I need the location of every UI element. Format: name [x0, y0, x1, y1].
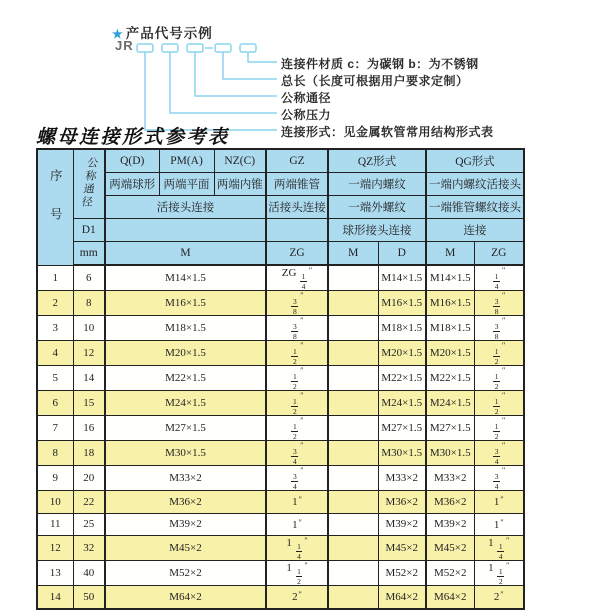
m-cell: M24×1.5: [105, 391, 266, 416]
table-row: [37, 265, 524, 291]
qz-d-cell: M18×1.5: [378, 316, 426, 341]
header-row-1: [37, 149, 524, 173]
gz-cell: [266, 341, 328, 366]
seq-cell: 12: [37, 536, 73, 561]
inch-mark: ″: [298, 517, 302, 527]
diagram-title-text: 产品代号示例: [125, 26, 213, 41]
fraction: $\frac{1}{4}$: [498, 542, 503, 561]
fraction: $\frac{3}{8}$: [494, 322, 499, 341]
fraction: $\frac{1}{2}$: [494, 422, 499, 441]
m-cell: M52×2: [105, 561, 266, 586]
fraction: $\frac{3}{4}$: [494, 447, 499, 466]
inch-mark: ″: [304, 561, 308, 570]
code-box-4: [215, 44, 231, 52]
gz-cell: 1″: [266, 491, 328, 514]
code-label-connection: 连接形式：见金属软管常用结构形式表: [281, 125, 494, 139]
fraction: $\frac{1}{4}$: [494, 272, 499, 291]
header-pm-desc: 两端平面: [159, 173, 214, 196]
qz-d-cell: M24×1.5: [378, 391, 426, 416]
table-row: [37, 391, 524, 416]
qz-m-cell: [328, 561, 378, 586]
qg-zg-cell: [474, 466, 524, 491]
fraction: $\frac{1}{2}$: [494, 372, 499, 391]
fraction: $\frac{1}{2}$: [292, 422, 297, 441]
qg-m-cell: M64×2: [426, 586, 474, 609]
qz-m-cell: [328, 265, 378, 291]
qg-zg-cell: 1 $\frac{1}{2}$ ″: [474, 561, 524, 586]
lead-line-length: [223, 52, 277, 79]
table-row: [37, 441, 524, 466]
gz-cell: 1 $\frac{1}{2}$ ″: [266, 561, 328, 586]
qz-m-cell: [328, 316, 378, 341]
dn-cell: 22: [73, 491, 105, 514]
qg-m-cell: M33×2: [426, 466, 474, 491]
dn-cell: 32: [73, 536, 105, 561]
inch-mark: ″: [298, 495, 302, 505]
fraction: $\frac{3}{4}$: [292, 472, 297, 491]
table-title: 螺母连接形式参考表: [36, 126, 230, 148]
header-d1: D1: [73, 219, 105, 242]
table-row: [37, 366, 524, 391]
table-row: [37, 316, 524, 341]
inch-mark: ″: [300, 416, 304, 425]
header-col-gz: GZ: [266, 149, 328, 173]
seq-cell: 8: [37, 441, 73, 466]
inch-mark: ″: [304, 536, 308, 545]
header-zg-gz: ZG: [266, 242, 328, 266]
header-col-q: Q(D): [105, 149, 159, 173]
m-cell: M22×1.5: [105, 366, 266, 391]
header-q-desc: 两端球形: [105, 173, 159, 196]
fraction: $\frac{1}{4}$: [297, 542, 301, 561]
header-dn: 公称通径: [73, 149, 105, 219]
header-zg-qg: ZG: [474, 242, 524, 266]
qz-m-cell: [328, 513, 378, 536]
fraction: $\frac{1}{2}$: [494, 397, 499, 416]
qg-m-cell: M18×1.5: [426, 316, 474, 341]
code-box-1: [137, 44, 153, 52]
m-cell: M27×1.5: [105, 416, 266, 441]
seq-cell: 3: [37, 316, 73, 341]
dn-cell: 20: [73, 466, 105, 491]
seq-cell: 9: [37, 466, 73, 491]
qz-d-cell: M20×1.5: [378, 341, 426, 366]
fraction: $\frac{3}{4}$: [292, 447, 297, 466]
inch-mark: ″: [308, 266, 313, 275]
m-cell: M16×1.5: [105, 291, 266, 316]
fraction: $\frac{3}{4}$: [494, 472, 499, 491]
qg-m-cell: M30×1.5: [426, 441, 474, 466]
header-qg-desc2: 一端锥管螺纹接头: [426, 196, 524, 219]
table-row: [37, 466, 524, 491]
gz-cell: 1″: [266, 513, 328, 536]
header-qz-desc: 一端内螺纹: [328, 173, 426, 196]
gz-cell: 1 $\frac{1}{4}$ ″: [266, 536, 328, 561]
table-row: [37, 536, 524, 561]
header-col-qg: QG形式: [426, 149, 524, 173]
inch-mark: ″: [500, 495, 504, 505]
lead-line-material: [248, 52, 277, 62]
header-gz-desc: 两端锥管: [266, 173, 328, 196]
table-row: [37, 513, 524, 536]
inch-mark: ″: [501, 416, 506, 425]
header-qz-desc2: 一端外螺纹: [328, 196, 426, 219]
fraction: $\frac{3}{8}$: [494, 297, 499, 316]
qz-m-cell: [328, 341, 378, 366]
star-icon: ★: [112, 27, 124, 41]
m-cell: M36×2: [105, 491, 266, 514]
table-row: [37, 586, 524, 609]
m-cell: M30×1.5: [105, 441, 266, 466]
qz-m-cell: [328, 416, 378, 441]
inch-mark: ″: [298, 590, 302, 600]
inch-mark: ″: [501, 366, 506, 375]
header-m-group: M: [105, 242, 266, 266]
header-blank-m: [105, 219, 266, 242]
dn-cell: 8: [73, 291, 105, 316]
fraction: $\frac{1}{2}$: [292, 397, 297, 416]
inch-mark: ″: [501, 391, 506, 400]
qz-m-cell: [328, 391, 378, 416]
qg-zg-cell: [474, 416, 524, 441]
fraction: $\frac{1}{2}$: [494, 347, 499, 366]
qg-m-cell: M52×2: [426, 561, 474, 586]
qg-zg-cell: 1 $\frac{1}{4}$ ″: [474, 536, 524, 561]
inch-mark: ″: [501, 466, 506, 475]
qz-m-cell: [328, 586, 378, 609]
qg-m-cell: M20×1.5: [426, 341, 474, 366]
qg-m-cell: M14×1.5: [426, 265, 474, 291]
table-row: [37, 491, 524, 514]
qg-zg-cell: [474, 265, 524, 291]
m-cell: M39×2: [105, 513, 266, 536]
code-label-diameter: 公称通径: [281, 91, 332, 105]
qz-d-cell: M39×2: [378, 513, 426, 536]
dn-cell: 25: [73, 513, 105, 536]
fraction: $\frac{1}{2}$: [498, 567, 503, 586]
code-label-pressure: 公称压力: [281, 108, 332, 122]
gz-cell: ZG $\frac{1}{4}$ ″: [266, 265, 328, 291]
header-qz-connect: 球形接头连接: [328, 219, 426, 242]
qg-zg-cell: [474, 366, 524, 391]
gz-cell: [266, 391, 328, 416]
qz-d-cell: M36×2: [378, 491, 426, 514]
qz-d-cell: M45×2: [378, 536, 426, 561]
inch-mark: ″: [300, 316, 304, 325]
qz-d-cell: M33×2: [378, 466, 426, 491]
header-col-qz: QZ形式: [328, 149, 426, 173]
dn-cell: 40: [73, 561, 105, 586]
qz-m-cell: [328, 441, 378, 466]
inch-mark: ″: [300, 291, 304, 300]
header-col-nz: NZ(C): [214, 149, 266, 173]
code-label-length: 总长（长度可根据用户要求定制）: [281, 74, 469, 88]
header-qg-connect: 连接: [426, 219, 524, 242]
inch-mark: ″: [300, 391, 304, 400]
qg-m-cell: M36×2: [426, 491, 474, 514]
header-row-2: [37, 173, 524, 196]
lead-line-diameter: [195, 52, 277, 96]
qg-zg-cell: [474, 441, 524, 466]
header-gz-connect: 活接头连接: [266, 196, 328, 219]
qz-d-cell: M22×1.5: [378, 366, 426, 391]
header-blank-gz: [266, 219, 328, 242]
qg-zg-cell: 2″: [474, 586, 524, 609]
qg-m-cell: M22×1.5: [426, 366, 474, 391]
seq-cell: 7: [37, 416, 73, 441]
qz-m-cell: [328, 491, 378, 514]
header-m-qg: M: [426, 242, 474, 266]
m-cell: M33×2: [105, 466, 266, 491]
header-nz-desc: 两端内锥: [214, 173, 266, 196]
table-row: [37, 341, 524, 366]
qg-zg-cell: [474, 341, 524, 366]
gz-cell: [266, 366, 328, 391]
inch-mark: ″: [501, 341, 506, 350]
qg-zg-cell: [474, 391, 524, 416]
qz-d-cell: M52×2: [378, 561, 426, 586]
fraction: $\frac{1}{4}$: [301, 272, 306, 291]
qz-m-cell: [328, 291, 378, 316]
seq-cell: 14: [37, 586, 73, 609]
fraction: $\frac{3}{8}$: [292, 322, 297, 341]
header-row-5: [37, 242, 524, 266]
dn-cell: 15: [73, 391, 105, 416]
seq-cell: 5: [37, 366, 73, 391]
qz-m-cell: [328, 366, 378, 391]
inch-mark: ″: [300, 366, 304, 375]
m-cell: M20×1.5: [105, 341, 266, 366]
seq-cell: 1: [37, 265, 73, 291]
inch-mark: ″: [300, 466, 304, 475]
m-cell: M18×1.5: [105, 316, 266, 341]
seq-cell: 11: [37, 513, 73, 536]
table-row: [37, 291, 524, 316]
qg-zg-cell: [474, 316, 524, 341]
code-box-5: [240, 44, 256, 52]
seq-cell: 6: [37, 391, 73, 416]
code-box-2: [162, 44, 178, 52]
qz-d-cell: M16×1.5: [378, 291, 426, 316]
header-union-connect: 活接头连接: [105, 196, 266, 219]
qg-m-cell: M45×2: [426, 536, 474, 561]
fraction: $\frac{3}{8}$: [292, 297, 297, 316]
product-code-prefix: JR: [115, 38, 134, 53]
inch-mark: ″: [506, 536, 510, 545]
header-mm: mm: [73, 242, 105, 266]
table-row: [37, 416, 524, 441]
qg-zg-cell: 1″: [474, 491, 524, 514]
seq-cell: 4: [37, 341, 73, 366]
code-label-material: 连接件材质 c：为碳钢 b：为不锈钢: [281, 57, 479, 71]
qg-m-cell: M27×1.5: [426, 416, 474, 441]
inch-mark: ″: [506, 561, 510, 570]
qz-d-cell: M14×1.5: [378, 265, 426, 291]
qz-d-cell: M30×1.5: [378, 441, 426, 466]
dn-cell: 6: [73, 265, 105, 291]
inch-mark: ″: [300, 341, 304, 350]
m-cell: M45×2: [105, 536, 266, 561]
header-qg-desc: 一端内螺纹活接头: [426, 173, 524, 196]
dn-cell: 16: [73, 416, 105, 441]
seq-cell: 10: [37, 491, 73, 514]
m-cell: M64×2: [105, 586, 266, 609]
inch-mark: ″: [501, 291, 506, 300]
gz-cell: [266, 291, 328, 316]
seq-cell: 13: [37, 561, 73, 586]
dn-cell: 50: [73, 586, 105, 609]
header-seq: 序号: [37, 149, 73, 265]
qz-d-cell: M27×1.5: [378, 416, 426, 441]
gz-cell: 2″: [266, 586, 328, 609]
fraction: $\frac{1}{2}$: [292, 372, 297, 391]
inch-mark: ″: [501, 266, 506, 275]
inch-mark: ″: [501, 316, 506, 325]
qz-m-cell: [328, 536, 378, 561]
header-row-3: [37, 196, 524, 219]
inch-mark: ″: [300, 441, 304, 450]
qz-d-cell: M64×2: [378, 586, 426, 609]
gz-cell: [266, 416, 328, 441]
qg-m-cell: M39×2: [426, 513, 474, 536]
gz-cell: [266, 441, 328, 466]
fraction: $\frac{1}{2}$: [297, 567, 301, 586]
inch-mark: ″: [500, 590, 504, 600]
qz-m-cell: [328, 466, 378, 491]
qg-m-cell: M16×1.5: [426, 291, 474, 316]
lead-line-connection: [145, 52, 277, 130]
table-row: [37, 561, 524, 586]
header-row-4: [37, 219, 524, 242]
gz-cell: [266, 316, 328, 341]
qg-zg-cell: [474, 291, 524, 316]
header-m-qz: M: [328, 242, 378, 266]
qg-m-cell: M24×1.5: [426, 391, 474, 416]
m-cell: M14×1.5: [105, 265, 266, 291]
dn-cell: 12: [73, 341, 105, 366]
dn-cell: 10: [73, 316, 105, 341]
gz-cell: [266, 466, 328, 491]
dn-cell: 18: [73, 441, 105, 466]
fraction: $\frac{1}{2}$: [292, 347, 297, 366]
header-col-pm: PM(A): [159, 149, 214, 173]
nut-connection-table: [36, 148, 525, 610]
code-box-3: [187, 44, 203, 52]
seq-cell: 2: [37, 291, 73, 316]
header-d-qz: D: [378, 242, 426, 266]
inch-mark: ″: [501, 441, 506, 450]
dn-cell: 14: [73, 366, 105, 391]
inch-mark: ″: [500, 517, 504, 527]
qg-zg-cell: 1″: [474, 513, 524, 536]
